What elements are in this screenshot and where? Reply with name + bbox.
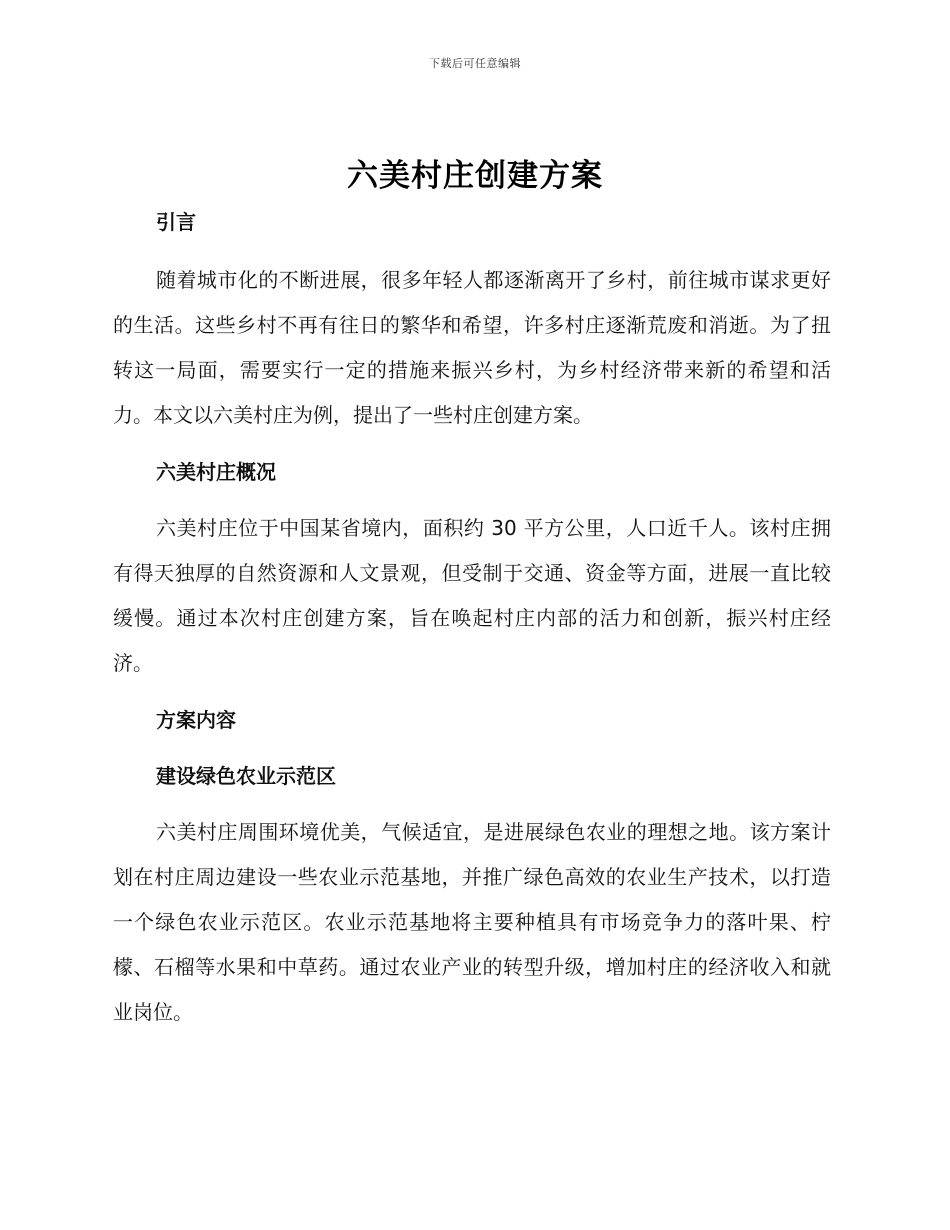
paragraph-overview: 六美村庄位于中国某省境内，面积约 30 平方公里，人口近千人。该村庄拥有得天独厚的自然资源和人文景观，但受制于交通、资金等方面，进展一直比较缓慢。通过本次村庄创建方案，旨在唤起村庄内部的活力和创新，振兴村庄经济。	[113, 516, 831, 675]
paragraph-intro: 随着城市化的不断进展，很多年轻人都逐渐离开了乡村，前往城市谋求更好的生活。这些乡村不再有往日的繁华和希望，许多村庄逐渐荒废和消逝。为了扭转这一局面，需要实行一定的措施来振兴乡村，为乡村经济带来新的希望和活力。本文以六美村庄为例，提出了一些村庄创建方案。	[113, 268, 831, 427]
section-heading-intro: 引言	[156, 210, 196, 234]
section-heading-plan: 方案内容	[156, 708, 236, 732]
header-note: 下载后可任意编辑	[429, 57, 521, 70]
subsection-heading-green-agriculture: 建设绿色农业示范区	[156, 764, 336, 788]
document-title: 六美村庄创建方案	[347, 158, 603, 194]
document-body	[113, 200, 831, 1035]
section-heading-overview: 六美村庄概况	[156, 460, 276, 484]
paragraph-green-agriculture: 六美村庄周围环境优美，气候适宜，是进展绿色农业的理想之地。该方案计划在村庄周边建设一些农业示范基地，并推广绿色高效的农业生产技术，以打造一个绿色农业示范区。农业示范基地将主要种植具有市场竞争力的落叶果、柠檬、石榴等水果和中草药。通过农业产业的转型升级，增加村庄的经济收入和就业岗位。	[113, 820, 831, 1024]
